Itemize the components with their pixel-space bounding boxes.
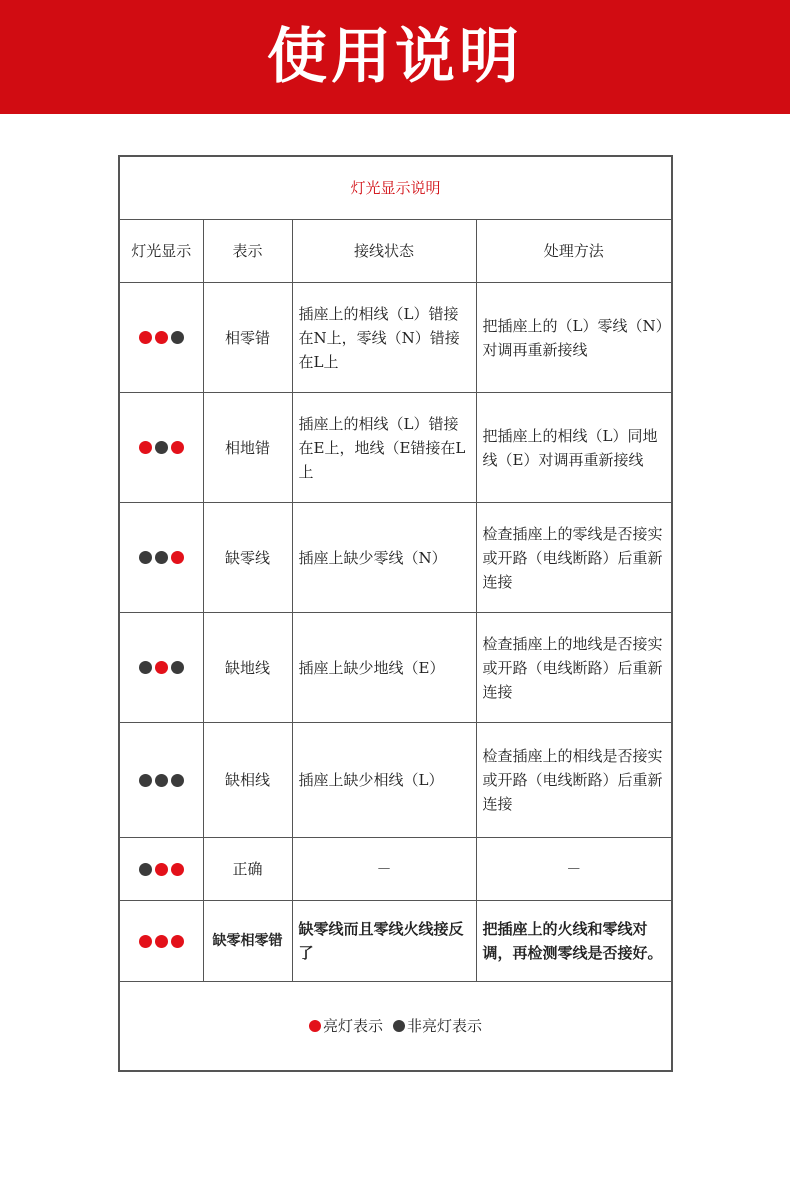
remedy-cell: 把插座上的相线（L）同地线（E）对调再重新接线	[476, 393, 672, 503]
wiring-cell: 插座上缺少相线（L）	[292, 723, 476, 838]
wiring-cell: 插座上的相线（L）错接在N上，零线（N）错接在L上	[292, 283, 476, 393]
meaning-cell: 相零错	[203, 283, 292, 393]
legend-on-label: 亮灯表示	[322, 1016, 383, 1035]
header-lights: 灯光显示	[119, 220, 203, 283]
page-title: 使用说明	[267, 22, 523, 92]
indicator-light-icon	[155, 863, 168, 876]
light-indicator	[119, 901, 203, 982]
indicator-light-icon	[139, 551, 152, 564]
indicator-light-icon	[139, 441, 152, 454]
indicator-light-icon	[171, 935, 184, 948]
header-remedy: 处理方法	[476, 220, 672, 283]
remedy-cell: 检查插座上的地线是否接实或开路（电线断路）后重新连接	[476, 613, 672, 723]
table-row	[119, 723, 672, 838]
indicator-light-icon	[171, 441, 184, 454]
light-indicator	[119, 393, 203, 503]
wiring-cell: －	[292, 838, 476, 901]
meaning-cell: 缺零相零错	[203, 901, 292, 982]
header-meaning: 表示	[203, 220, 292, 283]
legend	[119, 982, 672, 1072]
indicator-light-icon	[139, 863, 152, 876]
light-indicator-table	[118, 155, 673, 1072]
meaning-cell: 相地错	[203, 393, 292, 503]
wiring-cell: 插座上缺少零线（N）	[292, 503, 476, 613]
remedy-cell: －	[476, 838, 672, 901]
indicator-light-icon	[171, 774, 184, 787]
indicator-light-icon	[171, 863, 184, 876]
meaning-cell: 正确	[203, 838, 292, 901]
table-row	[119, 503, 672, 613]
light-indicator	[119, 613, 203, 723]
table-row	[119, 283, 672, 393]
indicator-light-icon	[171, 551, 184, 564]
remedy-cell: 检查插座上的零线是否接实或开路（电线断路）后重新连接	[476, 503, 672, 613]
table-row	[119, 901, 672, 982]
table-header-row	[119, 220, 672, 283]
wiring-cell: 缺零线而且零线火线接反了	[292, 901, 476, 982]
indicator-light-icon	[139, 661, 152, 674]
indicator-light-icon	[155, 774, 168, 787]
light-indicator	[119, 838, 203, 901]
meaning-cell: 缺相线	[203, 723, 292, 838]
indicator-light-icon	[139, 774, 152, 787]
light-indicator	[119, 503, 203, 613]
remedy-cell: 检查插座上的相线是否接实或开路（电线断路）后重新连接	[476, 723, 672, 838]
remedy-cell: 把插座上的火线和零线对调，再检测零线是否接好。	[476, 901, 672, 982]
indicator-light-icon	[155, 661, 168, 674]
indicator-light-icon	[171, 661, 184, 674]
wiring-cell: 插座上的相线（L）错接在E上，地线（E错接在L上	[292, 393, 476, 503]
table-row	[119, 838, 672, 901]
meaning-cell: 缺零线	[203, 503, 292, 613]
legend-off-label: 非亮灯表示	[407, 1016, 483, 1035]
table-title: 灯光显示说明	[119, 156, 672, 220]
indicator-light-icon	[155, 441, 168, 454]
light-indicator	[119, 283, 203, 393]
light-off-icon	[393, 1020, 405, 1032]
indicator-light-icon	[139, 935, 152, 948]
table-row	[119, 393, 672, 503]
indicator-light-icon	[171, 331, 184, 344]
light-on-icon	[309, 1020, 321, 1032]
meaning-cell: 缺地线	[203, 613, 292, 723]
indicator-light-icon	[155, 331, 168, 344]
light-indicator	[119, 723, 203, 838]
remedy-cell: 把插座上的（L）零线（N）对调再重新接线	[476, 283, 672, 393]
header-wiring: 接线状态	[292, 220, 476, 283]
indicator-light-icon	[155, 551, 168, 564]
indicator-light-icon	[155, 935, 168, 948]
header-banner	[0, 0, 790, 114]
wiring-cell: 插座上缺少地线（E）	[292, 613, 476, 723]
indicator-light-icon	[139, 331, 152, 344]
table-row	[119, 613, 672, 723]
